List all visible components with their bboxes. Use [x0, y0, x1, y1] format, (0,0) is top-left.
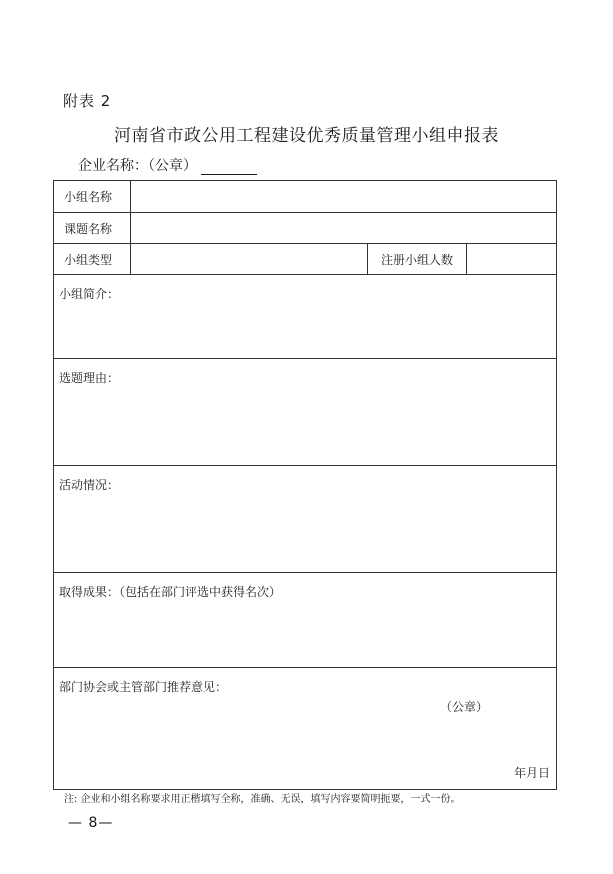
group-intro-label: 小组简介： — [59, 287, 120, 301]
group-intro-field[interactable] — [54, 275, 556, 358]
recommendation-label: 部门协会或主管部门推荐意见： — [59, 680, 228, 694]
registered-members-label: 注册小组人数 — [368, 244, 467, 274]
group-type-row — [54, 244, 556, 275]
group-type-field[interactable] — [131, 244, 368, 274]
group-name-row — [54, 181, 556, 213]
topic-name-label: 课题名称 — [54, 213, 131, 243]
results-field[interactable] — [54, 573, 556, 667]
footnote: 注: 企业和小组名称要求用正楷填写全称，准确、无误，填写内容要简明扼要，一式一份。 — [64, 794, 461, 805]
group-type-label: 小组类型 — [54, 244, 131, 274]
topic-name-row — [54, 213, 556, 244]
company-name-label: 企业名称：（公章） — [78, 158, 197, 174]
topic-reason-field[interactable] — [54, 359, 556, 465]
group-intro-row — [54, 275, 556, 359]
company-name-blank[interactable] — [201, 160, 257, 175]
activity-field[interactable] — [54, 466, 556, 572]
recommendation-field[interactable] — [54, 668, 556, 789]
results-row — [54, 573, 556, 668]
topic-name-field[interactable] — [131, 213, 556, 243]
group-name-field[interactable] — [131, 181, 556, 212]
page-number: — 8— — [68, 815, 114, 831]
recommendation-row — [54, 668, 556, 789]
company-name-line — [78, 155, 257, 175]
registered-members-field[interactable] — [467, 244, 556, 274]
date-label: 年月日 — [513, 766, 550, 780]
activity-row — [54, 466, 556, 573]
results-label: 取得成果：（包括在部门评选中获得名次） — [59, 585, 282, 599]
group-name-label: 小组名称 — [54, 181, 131, 212]
activity-label: 活动情况： — [59, 478, 120, 492]
attachment-label: 附表 2 — [63, 92, 112, 110]
seal-label: （公章） — [439, 700, 488, 714]
topic-reason-label: 选题理由： — [59, 371, 120, 385]
form-title: 河南省市政公用工程建设优秀质量管理小组申报表 — [114, 126, 499, 146]
application-form-table — [53, 180, 557, 790]
topic-reason-row — [54, 359, 556, 466]
